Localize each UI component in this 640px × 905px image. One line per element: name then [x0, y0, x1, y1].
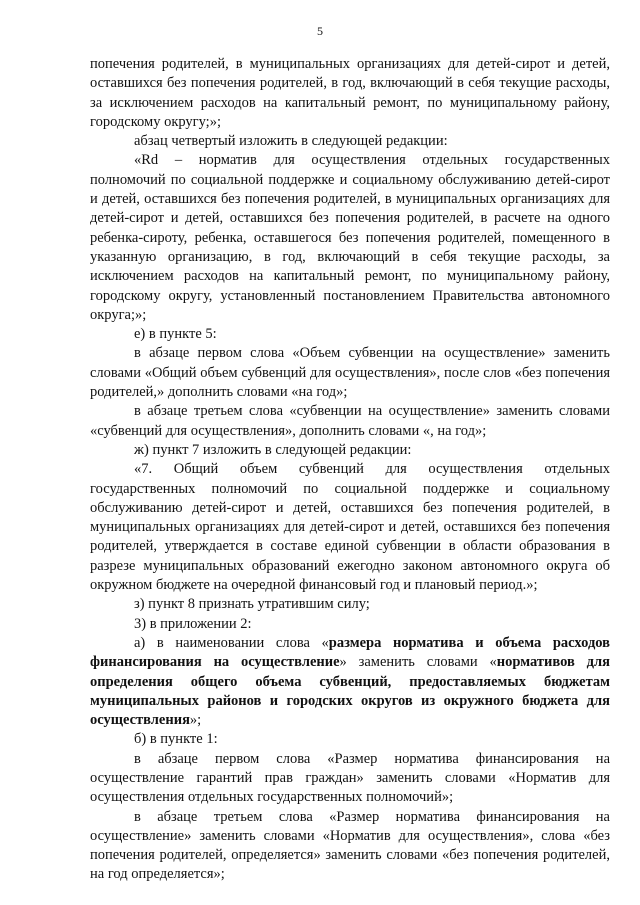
paragraph-p2	[90, 132, 610, 151]
paragraph-p12	[90, 730, 610, 749]
text-segment: 3) в приложении 2:	[134, 615, 252, 632]
paragraph-p11	[90, 634, 610, 730]
bold-text-segment: нормативов для определения общего объема субвенций, предоставляемых бюджетам муниципальных районов и городских округов из окружного бюджета для осуществления	[90, 654, 610, 729]
paragraph-p13	[90, 750, 610, 808]
text-segment: «Rd – норматив для осуществления отдельных государственных полномочий по социальной поддержке и социальному обслуживанию детей-сирот и детей, оставшихся без попечения родителей, в муниципальных организациях для детей-сирот и детей, оставшихся без попечения родителей, в расчете на одного ребенка-сироту, ребенка, оставшегося без попечения родителей, помещенного в указанную организацию, в год, включающий в себя текущие расходы, за исключением расходов на капитальный ремонт, по муниципальному району, городскому округу, установленный постановлением Правительства автономного округа;»;	[90, 152, 610, 323]
text-segment: в абзаце третьем слова «субвенции на осуществление» заменить словами «субвенций для осуществления», дополнить словами «, на год»;	[90, 403, 610, 439]
paragraph-p1	[90, 55, 610, 132]
text-segment: б) в пункте 1:	[134, 731, 218, 748]
document-body	[90, 55, 610, 885]
paragraph-p14	[90, 808, 610, 885]
paragraph-p8	[90, 460, 610, 595]
text-segment: в абзаце первом слова «Размер норматива финансирования на осуществление гарантий прав граждан» заменить словами «Норматив для осуществления отдельных государственных полномочий»;	[90, 750, 610, 806]
text-segment: з) пункт 8 признать утратившим силу;	[134, 596, 370, 613]
text-segment: » заменить словами «	[339, 654, 497, 671]
page-number: 5	[317, 24, 323, 38]
paragraph-p9	[90, 595, 610, 614]
text-segment: а) в наименовании слова «	[134, 634, 329, 651]
text-segment: ж) пункт 7 изложить в следующей редакции:	[134, 441, 412, 458]
paragraph-p7	[90, 441, 610, 460]
paragraph-p4	[90, 325, 610, 344]
text-segment: попечения родителей, в муниципальных организациях для детей-сирот и детей, оставшихся без попечения родителей, в год, включающий в себя текущие расходы, за исключением расходов на капитальный ремонт, по муниципальному району, городскому округу;»;	[90, 56, 610, 130]
paragraph-p10	[90, 615, 610, 634]
paragraph-p6	[90, 402, 610, 441]
text-segment: «7. Общий объем субвенций для осуществления отдельных государственных полномочий по социальной поддержке и социальному обслуживанию детей-сирот и детей, оставшихся без попечения родителей, в муниципальных организациях для детей-сирот и детей, оставшихся без попечения родителей, утверждается в составе единой субвенции в области образования в разрезе муниципальных образований ежегодно законом автономного округа об окружном бюджете на очередной финансовый год и плановый период.»;	[90, 461, 610, 594]
paragraph-p3	[90, 151, 610, 325]
bold-text-segment: размера норматива и объема расходов финансирования на осуществление	[90, 634, 611, 671]
text-segment: е) в пункте 5:	[134, 326, 217, 343]
text-segment: в абзаце первом слова «Объем субвенции на осуществление» заменить словами «Общий объем субвенций для осуществления», после слов «без попечения родителей,» дополнить словами «на год»;	[90, 345, 610, 401]
text-segment: »;	[189, 712, 202, 729]
paragraph-p5	[90, 344, 610, 402]
text-segment: абзац четвертый изложить в следующей редакции:	[134, 133, 448, 150]
text-segment: в абзаце третьем слова «Размер норматива финансирования на осуществление» заменить словами «Норматив для осуществления», слова «без попечения родителей, определяется» заменить словами «без попечения родителей, на год определяется»;	[90, 808, 610, 883]
